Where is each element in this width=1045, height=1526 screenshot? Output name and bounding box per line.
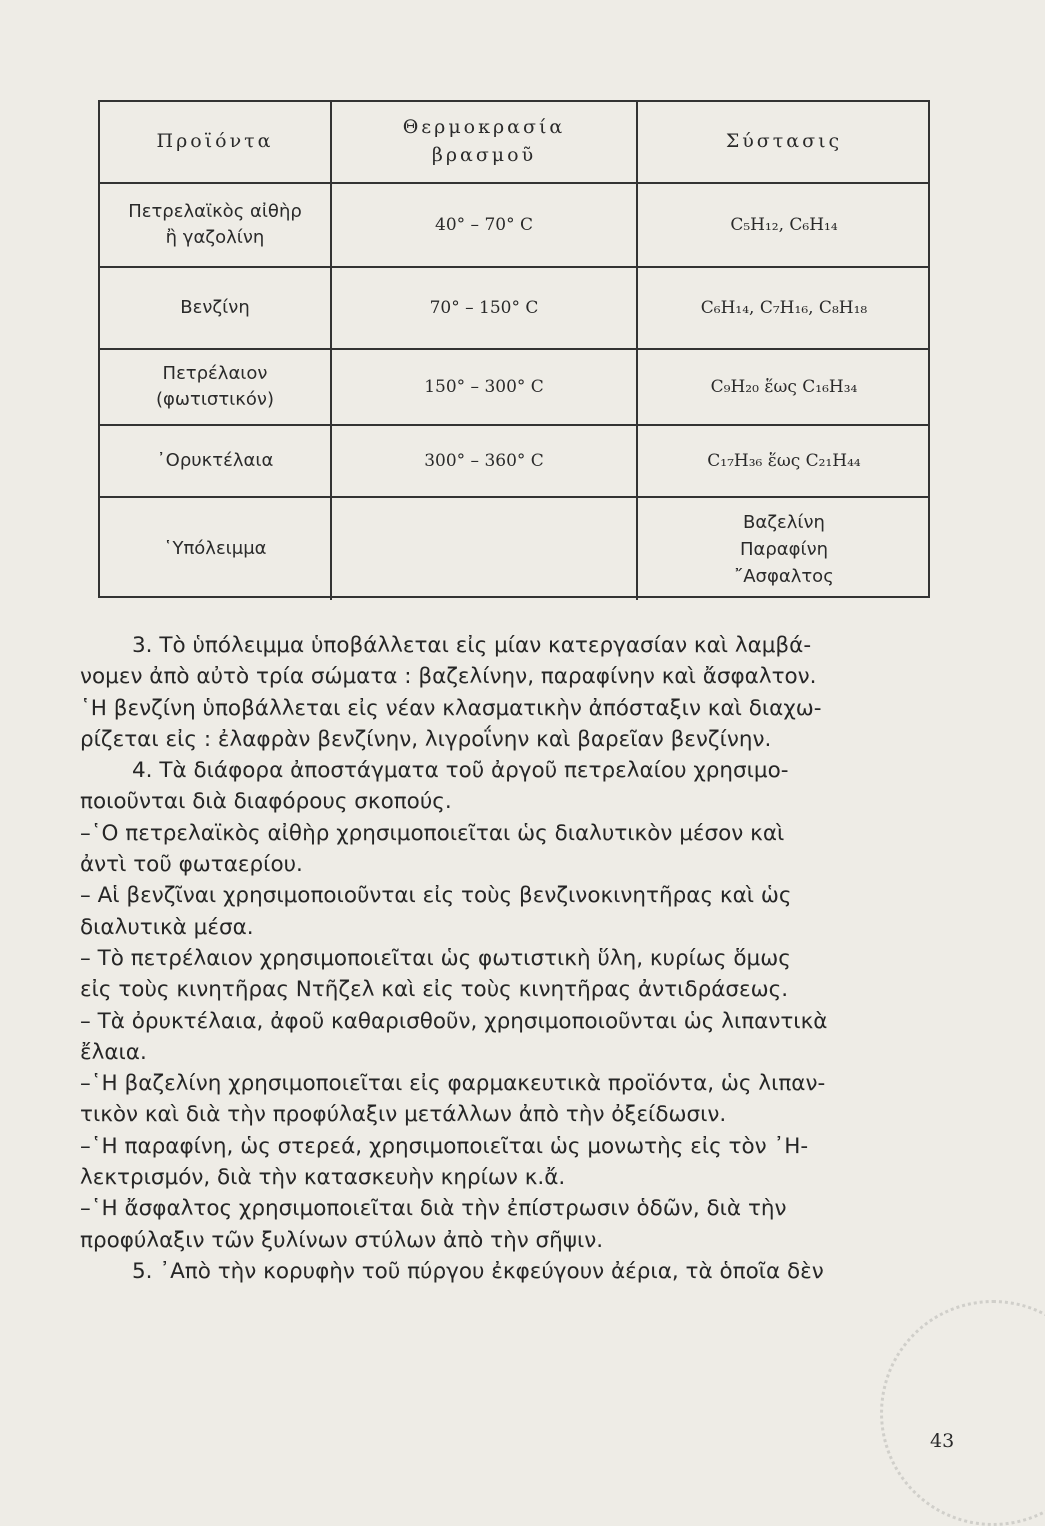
text-line: ρίζεται εἰς : ἐλαφρὰν βενζίνην, λιγροΐνην καὶ βαρεῖαν βενζίνην. <box>80 726 772 752</box>
composition-cell: C₅H₁₂, C₆H₁₄ <box>730 214 838 235</box>
text-line: – Αἱ βενζῖναι χρησιμοποιοῦνται εἰς τοὺς βενζινοκινητῆρας καὶ ὡς <box>80 883 792 909</box>
header-products: Προϊόντα <box>100 102 332 182</box>
product-cell <box>100 184 332 266</box>
composition-cell: C₉H₂₀ ἕως C₁₆H₃₄ <box>710 376 858 397</box>
text-line: 4. Τὰ διάφορα ἀποστάγματα τοῦ ἀργοῦ πετρελαίου χρησιμο- <box>132 758 789 784</box>
table-row <box>100 184 928 268</box>
header-temperature-text: Θερμοκρασία βρασμοῦ <box>402 116 566 166</box>
text-line: ποιοῦνται διὰ διαφόρους σκοπούς. <box>80 789 452 815</box>
composition-cell: C₆H₁₄, C₇H₁₆, C₈H₁₈ <box>700 297 868 318</box>
composition-cell <box>638 498 930 600</box>
product-line: ἢ γαζολίνη <box>165 227 265 248</box>
composition-line: Βαζελίνη <box>743 511 825 533</box>
text-line: –῾Η ἄσφαλτος χρησιμοποιεῖται διὰ τὴν ἐπίστρωσιν ὁδῶν, διὰ τὴν <box>80 1196 787 1222</box>
text-line: τικὸν καὶ διὰ τὴν προφύλαξιν μετάλλων ἀπὸ τὴν ὀξείδωσιν. <box>80 1102 727 1128</box>
text-line: –῾Η παραφίνη, ὡς στερεά, χρησιμοποιεῖται ὡς μονωτὴς εἰς τὸν ᾿Η- <box>80 1133 809 1159</box>
text-line: προφύλαξιν τῶν ξυλίνων στύλων ἀπὸ τὴν σῆψιν. <box>80 1227 604 1253</box>
table-row <box>100 268 928 350</box>
composition-cell: C₁₇H₃₆ ἕως C₂₁H₄₄ <box>707 450 861 471</box>
composition-line: ῎Ασφαλτος <box>734 565 834 587</box>
text-line: – Τὸ πετρέλαιον χρησιμοποιεῖται ὡς φωτιστικὴ ὕλη, κυρίως ὅμως <box>80 945 791 971</box>
page-number: 43 <box>930 1430 955 1452</box>
text-line: 5. ᾿Απὸ τὴν κορυφὴν τοῦ πύργου ἐκφεύγουν ἀέρια, τὰ ὁποῖα δὲν <box>132 1258 824 1284</box>
text-line: –῾Η βαζελίνη χρησιμοποιεῖται εἰς φαρμακευτικὰ προϊόντα, ὡς λιπαν- <box>80 1071 826 1097</box>
composition-line: Παραφίνη <box>739 538 829 560</box>
table-row <box>100 498 928 600</box>
product-cell: Βενζίνη <box>100 268 332 348</box>
body-text <box>80 630 950 1287</box>
temperature-cell: 70° – 150° C <box>332 268 638 348</box>
table-row <box>100 426 928 498</box>
product-line: Πετρέλαιον <box>162 362 268 384</box>
product-line: (φωτιστικόν) <box>156 389 274 410</box>
text-line: λεκτρισμόν, διὰ τὴν κατασκευὴν κηρίων κ.ἄ. <box>80 1165 566 1191</box>
text-line: ἔλαια. <box>80 1039 147 1065</box>
table-header-row <box>100 102 928 184</box>
text-line: – Τὰ ὀρυκτέλαια, ἀφοῦ καθαρισθοῦν, χρησιμοποιοῦνται ὡς λιπαντικὰ <box>80 1008 828 1034</box>
text-line: 3. Τὸ ὑπόλειμμα ὑποβάλλεται εἰς μίαν κατεργασίαν καὶ λαμβά- <box>132 633 812 658</box>
product-cell: ᾿Ορυκτέλαια <box>100 426 332 496</box>
text-line: νομεν ἀπὸ αὐτὸ τρία σώματα : βαζελίνην, παραφίνην καὶ ἄσφαλτον. <box>80 664 817 690</box>
product-line: Πετρελαϊκὸς αἰθὴρ <box>128 200 302 222</box>
temperature-cell: 300° – 360° C <box>332 426 638 496</box>
text-line: εἰς τοὺς κινητῆρας Ντῆζελ καὶ εἰς τοὺς κινητῆρας ἀντιδράσεως. <box>80 977 789 1003</box>
product-cell <box>100 350 332 424</box>
library-stamp <box>880 1300 1045 1526</box>
products-table <box>98 100 930 598</box>
temperature-cell: 150° – 300° C <box>332 350 638 424</box>
header-composition: Σύστασις <box>725 130 843 153</box>
header-temperature <box>332 102 638 182</box>
text-line: –῾Ο πετρελαϊκὸς αἰθὴρ χρησιμοποιεῖται ὡς διαλυτικὸν μέσον καὶ <box>80 820 785 846</box>
text-line: ἀντὶ τοῦ φωταερίου. <box>80 852 303 878</box>
temperature-cell: 40° – 70° C <box>332 184 638 266</box>
text-line: διαλυτικὰ μέσα. <box>80 914 254 940</box>
text-line: ῾Η βενζίνη ὑποβάλλεται εἰς νέαν κλασματικὴν ἀπόσταξιν καὶ διαχω- <box>80 695 822 721</box>
product-cell: ῾Υπόλειμμα <box>100 498 332 600</box>
temperature-cell <box>332 498 638 600</box>
table-row <box>100 350 928 426</box>
